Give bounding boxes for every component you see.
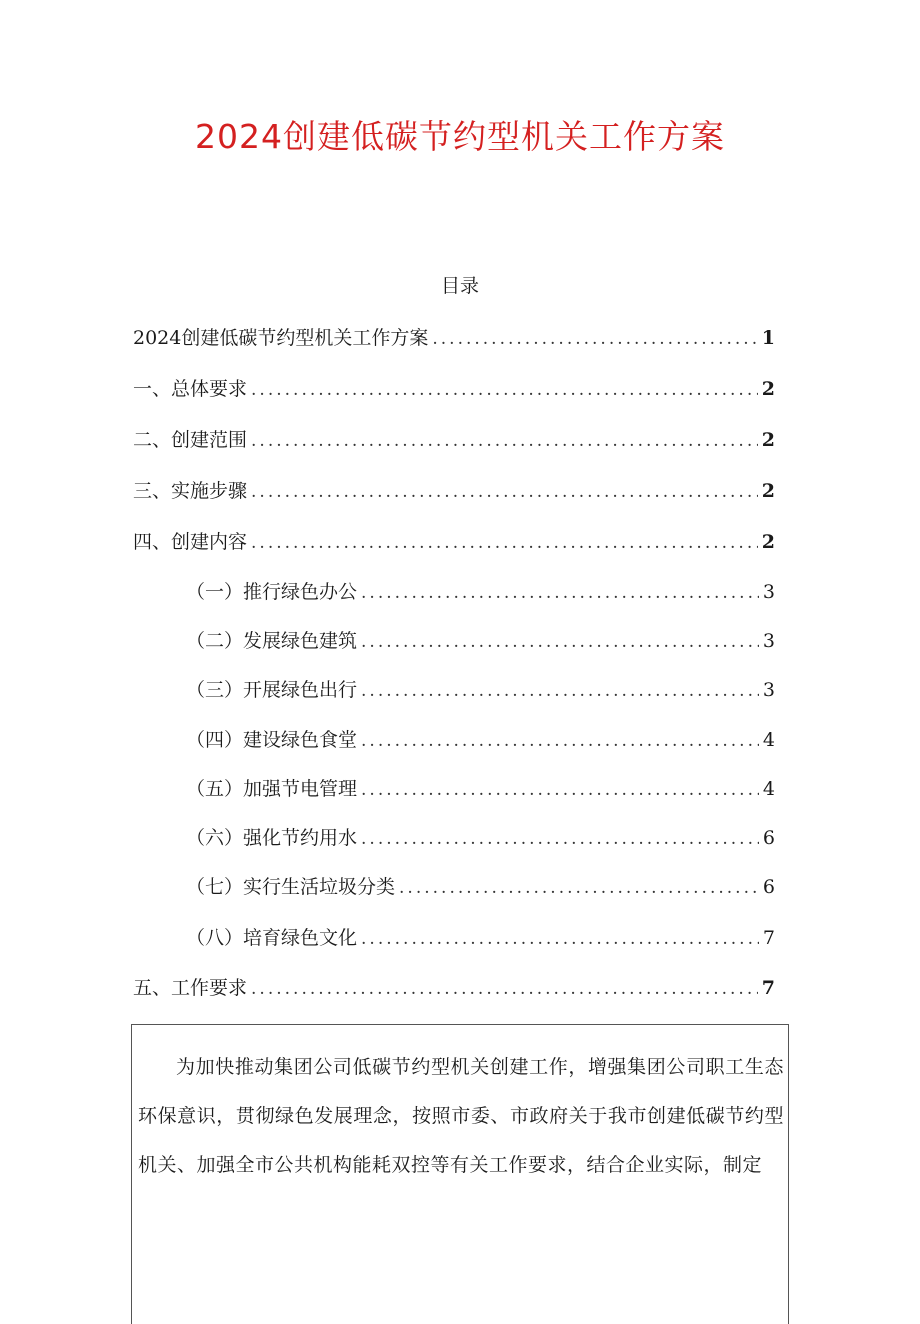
toc-leader-dots — [251, 477, 758, 506]
toc-entry[interactable] — [133, 323, 775, 353]
toc-subentry[interactable] — [186, 725, 775, 755]
toc-entry-page: 2 — [761, 378, 775, 400]
toc-entry-page: 4 — [762, 729, 775, 751]
toc-leader-dots — [251, 426, 758, 455]
toc-entry-page: 2 — [761, 429, 775, 451]
toc-heading: 目录 — [440, 275, 479, 297]
toc-entry[interactable] — [133, 476, 775, 506]
toc-entry-label: （六）强化节约用水 — [186, 827, 358, 849]
toc-entry-page: 1 — [761, 327, 775, 349]
toc-leader-dots — [361, 578, 759, 607]
toc-entry-label: 五、工作要求 — [133, 977, 248, 999]
toc-leader-dots — [361, 726, 759, 755]
toc-leader-dots — [361, 924, 759, 953]
body-text-frame — [131, 1024, 789, 1324]
toc-entry-label: 三、实施步骤 — [133, 480, 248, 502]
toc-entry-label: （四）建设绿色食堂 — [186, 729, 358, 751]
toc-entry-label: 二、创建范围 — [133, 429, 248, 451]
toc-leader-dots — [251, 375, 758, 404]
toc-leader-dots — [361, 676, 759, 705]
toc-entry-label: 四、创建内容 — [133, 531, 248, 553]
toc-subentry[interactable] — [186, 872, 775, 902]
toc-entry-label: （一）推行绿色办公 — [186, 581, 358, 603]
toc-leader-dots — [399, 873, 759, 902]
toc-entry-label: （二）发展绿色建筑 — [186, 630, 358, 652]
toc-leader-dots — [361, 627, 759, 656]
toc-entry-page: 2 — [761, 480, 775, 502]
toc-leader-dots — [251, 974, 758, 1003]
toc-subentry[interactable] — [186, 577, 775, 607]
toc-entry-label: 2024创建低碳节约型机关工作方案 — [133, 327, 429, 349]
toc-subentry[interactable] — [186, 675, 775, 705]
document-title: 2024创建低碳节约型机关工作方案 — [195, 117, 725, 156]
toc-leader-dots — [251, 528, 758, 557]
toc-entry-label: （七）实行生活垃圾分类 — [186, 876, 396, 898]
toc-entry-label: （三）开展绿色出行 — [186, 679, 358, 701]
toc-entry[interactable] — [133, 527, 775, 557]
toc-entry-page: 3 — [762, 630, 775, 652]
toc-entry-page: 3 — [762, 679, 775, 701]
toc-entry-label: （五）加强节电管理 — [186, 778, 358, 800]
toc-entry[interactable] — [133, 374, 775, 404]
toc-leader-dots — [432, 324, 757, 353]
toc-subentry[interactable] — [186, 923, 775, 953]
toc-entry-page: 7 — [762, 927, 775, 949]
toc-entry-label: （八）培育绿色文化 — [186, 927, 358, 949]
toc-subentry[interactable] — [186, 823, 775, 853]
toc-entry-page: 2 — [761, 531, 775, 553]
toc-leader-dots — [361, 824, 759, 853]
toc-entry-label: 一、总体要求 — [133, 378, 248, 400]
toc-entry-page: 7 — [761, 977, 775, 999]
toc-entry-page: 6 — [762, 876, 775, 898]
toc-entry-page: 3 — [762, 581, 775, 603]
toc-entry[interactable] — [133, 425, 775, 455]
toc-entry[interactable] — [133, 973, 775, 1003]
toc-entry-page: 4 — [762, 778, 775, 800]
toc-subentry[interactable] — [186, 774, 775, 804]
toc-entry-page: 6 — [762, 827, 775, 849]
toc-leader-dots — [361, 775, 759, 804]
toc-subentry[interactable] — [186, 626, 775, 656]
intro-paragraph: 为加快推动集团公司低碳节约型机关创建工作，增强集团公司职工生态环保意识，贯彻绿色发展理念，按照市委、市政府关于我市创建低碳节约型机关、加强全市公共机构能耗双控等有关工作要求，结合企业实际，制定 — [138, 1056, 784, 1176]
